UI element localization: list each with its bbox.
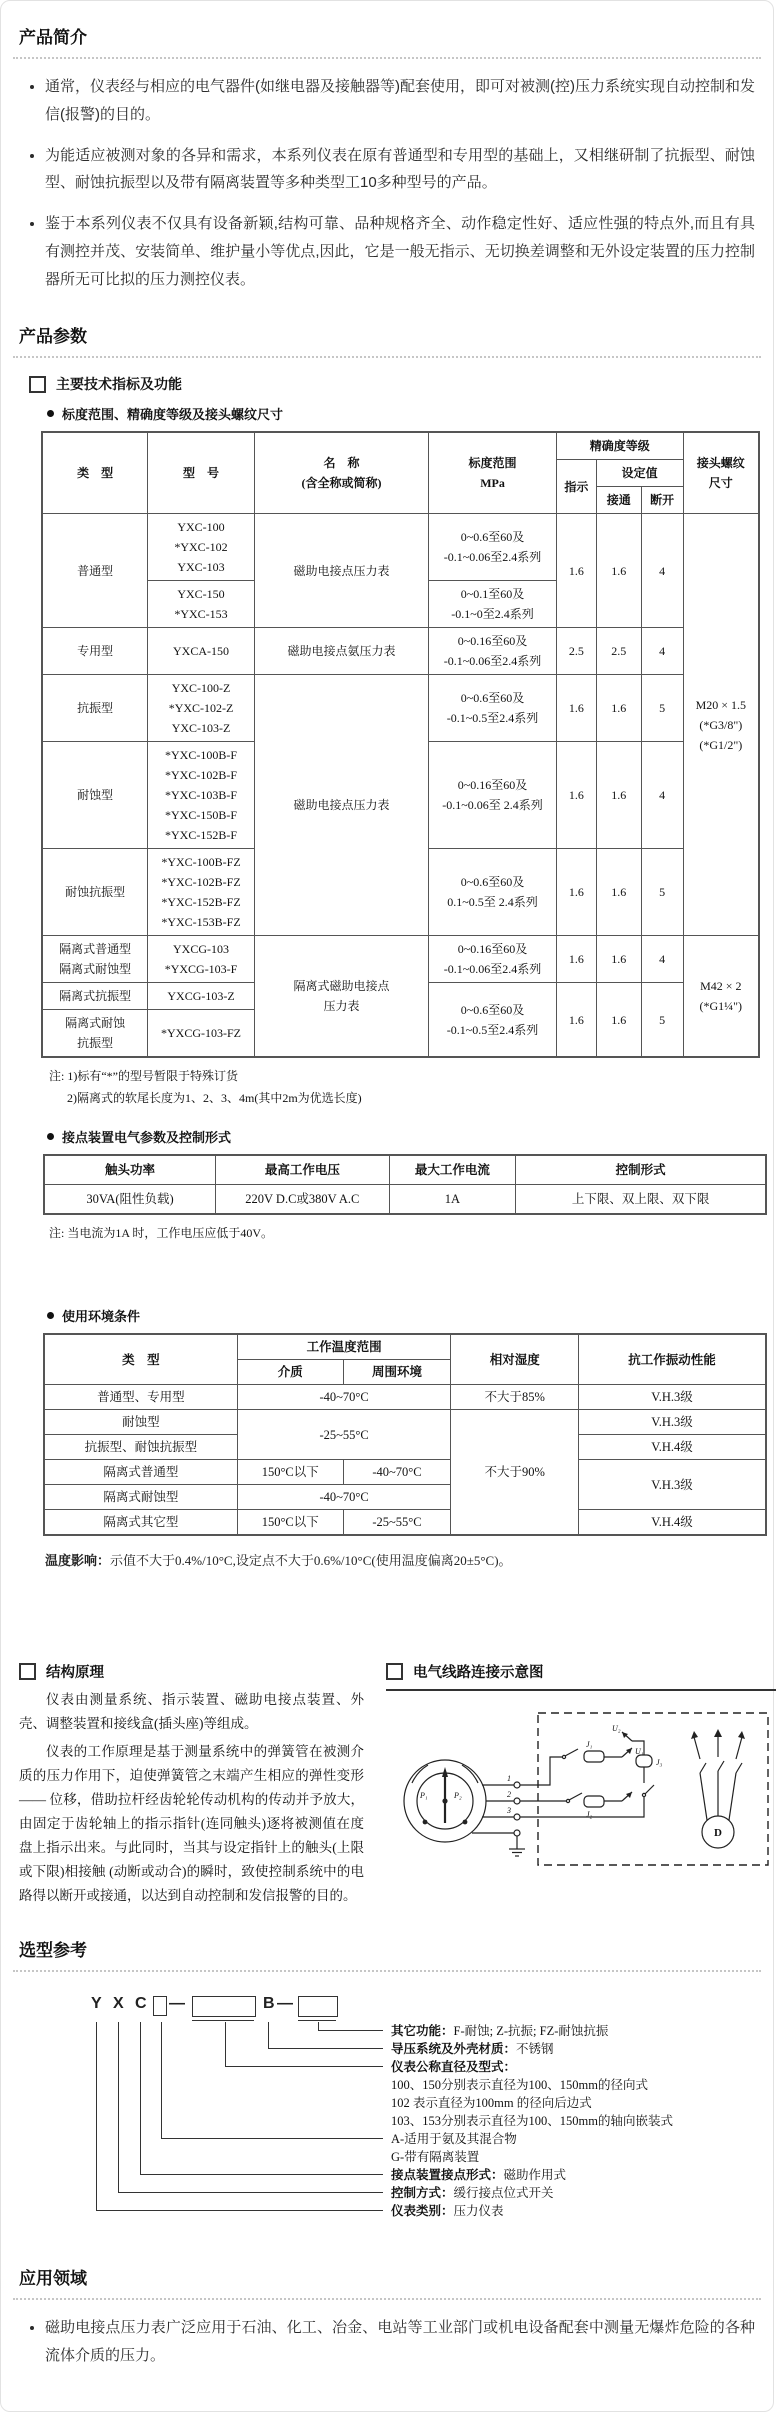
table-header-cell: 触头功率 <box>44 1155 216 1185</box>
table-cell: -40~70°C <box>343 1460 451 1485</box>
table-cell: 1.6 <box>596 514 641 628</box>
selection-label-value: 100、150分别表示直径为100、150mm的径向式 <box>391 2078 648 2093</box>
table-cell: 5 <box>641 675 683 742</box>
code-char-b: B <box>263 1995 275 2013</box>
table-header-cell: 相对湿度 <box>451 1334 579 1385</box>
table-cell: 1.6 <box>596 742 641 849</box>
table-header-cell: 最高工作电压 <box>216 1155 390 1185</box>
connector-line <box>268 2048 383 2049</box>
terminal-3-label: 3 <box>507 1806 511 1816</box>
code-char-c: C <box>135 1995 147 2013</box>
table-cell: 隔离式抗振型 <box>42 983 148 1010</box>
table-cell: 不大于90% <box>451 1410 579 1536</box>
env-caption <box>47 1306 755 1325</box>
table-cell: 磁助电接点压力表 <box>254 675 428 936</box>
table-cell: V.H.4级 <box>579 1510 766 1536</box>
supply-u2-label: U₂ <box>612 1724 621 1734</box>
table-cell: 1.6 <box>596 983 641 1058</box>
table-row <box>44 1155 766 1185</box>
connector-line <box>161 2138 383 2139</box>
table-cell: 1.6 <box>556 849 596 936</box>
table-cell: V.H.4级 <box>579 1435 766 1460</box>
table-cell: 0~0.6至60及 0.1~0.5至 2.4系列 <box>429 849 557 936</box>
intro-bullet: • 通常，仪表经与相应的电气器件(如继电器及接触器等)配套使用，即可对被测(控)压力系统实现自动控制和发信(报警)的目的。 <box>45 73 755 129</box>
table-cell: 1.6 <box>556 742 596 849</box>
selection-label <box>391 2021 608 2039</box>
table-cell: 抗振型 <box>42 675 148 742</box>
table-header-cell: 型 号 <box>148 432 255 514</box>
dot-bullet-icon <box>47 410 54 417</box>
table-cell: YXCG-103-Z <box>148 983 255 1010</box>
table-cell: 4 <box>641 936 683 983</box>
table-header-cell: 接头螺纹 尺寸 <box>683 432 759 514</box>
table-cell: M42 × 2 (*G1¼") <box>683 936 759 1058</box>
structure-paragraph-1: 仪表由测量系统、指示装置、磁助电接点装置、外壳、调整装置和接线盒(插头座)等组成。 <box>19 1692 364 1732</box>
selection-label-key: 其它功能： <box>391 2024 454 2039</box>
table-cell: 5 <box>641 849 683 936</box>
square-bullet-icon <box>19 1663 36 1680</box>
selection-label <box>391 2039 554 2057</box>
table-cell: -40~70°C <box>237 1385 451 1410</box>
table-header-cell: 接通 <box>596 487 641 514</box>
spec-note-1: 注: 1)标有“*”的型号暂限于特殊订货 <box>49 1069 238 1084</box>
table-cell: 隔离式普通型 <box>44 1460 237 1485</box>
table-row <box>44 1460 766 1485</box>
table-header-cell: 精确度等级 <box>556 432 683 460</box>
selection-label-value: 压力仪表 <box>453 2204 504 2219</box>
table-cell: 磁助电接点压力表 <box>254 514 428 628</box>
connector-line <box>140 2174 383 2175</box>
table-cell: 1.6 <box>556 983 596 1058</box>
table-header-cell: 标度范围 MPa <box>429 432 557 514</box>
table-cell: 不大于85% <box>451 1385 579 1410</box>
table-row <box>42 675 759 742</box>
connector-line <box>96 2022 97 2210</box>
table-header-cell: 类 型 <box>44 1334 237 1385</box>
table-cell: V.H.3级 <box>579 1410 766 1435</box>
structure-circuit-row <box>19 1661 755 1908</box>
table-header-cell: 设定值 <box>596 460 683 487</box>
structure-heading <box>19 1661 364 1682</box>
table-cell: 隔离式耐蚀 抗振型 <box>42 1010 148 1058</box>
table-cell: M20 × 1.5 (*G3/8") (*G1/2") <box>683 514 759 936</box>
temperature-note-label: 温度影响： <box>45 1553 111 1569</box>
selection-label-value: 103、153分别表示直径为100、150mm的轴向嵌装式 <box>391 2114 673 2129</box>
table-header-cell: 名 称 (含全称或简称) <box>254 432 428 514</box>
table-cell: 1A <box>389 1185 516 1215</box>
table-cell: 150°C以下 <box>237 1510 343 1536</box>
connector-line <box>118 2192 383 2193</box>
table-cell: 隔离式普通型 隔离式耐蚀型 <box>42 936 148 983</box>
code-box-small-2 <box>298 1996 338 2017</box>
spec-caption <box>47 404 755 423</box>
table-cell: -40~70°C <box>237 1485 451 1510</box>
connector-line <box>318 2022 319 2030</box>
table-row <box>44 1410 766 1435</box>
table-cell: *YXC-100B-FZ *YXC-102B-FZ *YXC-152B-FZ *YXC-153B-FZ <box>148 849 255 936</box>
table-header-cell: 工作温度范围 <box>237 1334 451 1360</box>
section-divider <box>13 356 761 358</box>
table-header-cell: 指示 <box>556 460 596 514</box>
selection-label-value: A-适用于氨及其混合物 <box>391 2132 517 2147</box>
table-cell: 0~0.16至60及 -0.1~0.06至2.4系列 <box>429 936 557 983</box>
circuit-title: 电气线路连接示意图 <box>413 1665 544 1682</box>
tech-caption-label: 主要技术指标及功能 <box>56 376 182 393</box>
spec-table <box>41 431 760 1058</box>
selection-label-value: 磁助作用式 <box>503 2168 567 2183</box>
table-cell: 1.6 <box>596 675 641 742</box>
code-char-x: X <box>113 1995 124 2013</box>
section-title-application: 应用领域 <box>19 2269 87 2289</box>
table-cell: 耐蚀抗振型 <box>42 849 148 936</box>
selection-label-value: 缓行接点位式开关 <box>453 2186 554 2201</box>
connector-line <box>318 2030 383 2031</box>
table-cell: 150°C以下 <box>237 1460 343 1485</box>
connector-line <box>161 2022 162 2138</box>
table-cell: 0~0.16至60及 -0.1~0.06至2.4系列 <box>429 628 557 675</box>
table-row <box>44 1334 766 1360</box>
model-selection-diagram <box>47 1990 755 2238</box>
connector-line <box>225 2066 383 2067</box>
table-cell: 4 <box>641 742 683 849</box>
table-cell: 1.6 <box>556 936 596 983</box>
tech-caption <box>29 374 755 394</box>
table-cell: 4 <box>641 514 683 628</box>
table-header-cell: 控制形式 <box>516 1155 766 1185</box>
section-divider <box>13 2298 761 2300</box>
table-cell: V.H.3级 <box>579 1385 766 1410</box>
table-cell: -25~55°C <box>343 1510 451 1536</box>
connector-line <box>118 2022 119 2192</box>
table-cell: 0~0.6至60及 -0.1~0.5至2.4系列 <box>429 983 557 1058</box>
table-row <box>42 432 759 460</box>
dot-bullet-icon <box>47 1133 54 1140</box>
spec-caption-label: 标度范围、精确度等级及接头螺纹尺寸 <box>62 407 284 423</box>
relay-j3-label: J₃ <box>656 1758 663 1768</box>
table-cell: YXC-100 *YXC-102 YXC-103 <box>148 514 255 581</box>
table-header-cell: 抗工作振动性能 <box>579 1334 766 1385</box>
selection-label-value: 102 表示直径为100mm 的径向后边式 <box>391 2096 592 2111</box>
selection-label-value: G-带有隔离装置 <box>391 2150 480 2165</box>
dot-bullet-icon <box>47 1312 54 1319</box>
table-header-cell: 最大工作电流 <box>389 1155 516 1185</box>
table-cell: 0~0.6至60及 -0.1~0.5至2.4系列 <box>429 675 557 742</box>
table-cell: YXC-100-Z *YXC-102-Z YXC-103-Z <box>148 675 255 742</box>
table-header-cell: 断开 <box>641 487 683 514</box>
circuit-column <box>386 1661 776 1877</box>
selection-label <box>391 2093 592 2111</box>
selection-label-key: 仪表类别： <box>391 2204 454 2219</box>
circuit-diagram <box>388 1701 776 1877</box>
table-row <box>44 1185 766 1215</box>
table-cell: 隔离式磁助电接点 压力表 <box>254 936 428 1058</box>
selection-label-key: 控制方式： <box>391 2186 454 2201</box>
table-cell: 0~0.16至60及 -0.1~0.06至 2.4系列 <box>429 742 557 849</box>
table-cell: 220V D.C或380V A.C <box>216 1185 390 1215</box>
code-box-underline <box>298 2020 336 2021</box>
code-char-y: Y <box>91 1995 102 2013</box>
gauge-pointer-p2-label: P₂ <box>454 1791 462 1801</box>
table-row <box>42 628 759 675</box>
table-cell: YXCG-103 *YXCG-103-F <box>148 936 255 983</box>
selection-label <box>391 2129 517 2147</box>
table-cell: *YXCG-103-FZ <box>148 1010 255 1058</box>
terminal-2-label: 2 <box>507 1790 511 1800</box>
table-cell: 普通型、专用型 <box>44 1385 237 1410</box>
table-cell: 5 <box>641 983 683 1058</box>
section-title-intro: 产品简介 <box>19 28 87 47</box>
temperature-note <box>45 1550 755 1569</box>
table-cell: 2.5 <box>556 628 596 675</box>
table-cell: 2.5 <box>596 628 641 675</box>
table-cell: 1.6 <box>556 514 596 628</box>
table-cell: -25~55°C <box>237 1410 451 1460</box>
intro-bullet: • 为能适应被测对象的各异和需求，本系列仪表在原有普通型和专用型的基础上，又相继研制了抗振型、耐蚀型、耐蚀抗振型以及带有隔离装置等多种类型工10多种型号的产品。 <box>45 142 755 198</box>
temperature-note-text: 示值不大于0.4%/10°C,设定点不大于0.6%/10°C(使用温度偏离20±5°C)。 <box>110 1553 512 1569</box>
selection-label <box>391 2183 554 2201</box>
code-box-small-1 <box>153 1996 167 2016</box>
code-dash-2: — <box>277 1995 293 2013</box>
circuit-heading <box>386 1661 776 1691</box>
table-cell: 隔离式耐蚀型 <box>44 1485 237 1510</box>
application-bullet: • 磁助电接点压力表广泛应用于石油、化工、冶金、电站等工业部门或机电设备配套中测量无爆炸危险的各种流体介质的压力。 <box>45 2314 755 2370</box>
table-cell: 磁助电接点氨压力表 <box>254 628 428 675</box>
section-title-selection: 选型参考 <box>19 1941 87 1961</box>
code-box-large <box>192 1996 256 2017</box>
table-row <box>44 1510 766 1536</box>
table-cell: V.H.3级 <box>579 1460 766 1510</box>
application-bullet-list <box>19 2314 755 2370</box>
table-row <box>42 936 759 983</box>
table-cell: YXC-150 *YXC-153 <box>148 581 255 628</box>
selection-label-key: 导压系统及外壳材质： <box>391 2042 517 2057</box>
table-cell: 1.6 <box>596 849 641 936</box>
electric-note: 注: 当电流为1A 时，工作电压应低于40V。 <box>49 1226 274 1241</box>
terminal-1-label: 1 <box>507 1774 511 1784</box>
selection-label <box>391 2201 504 2219</box>
selection-label <box>391 2147 479 2165</box>
connector-line <box>225 2022 226 2066</box>
square-bullet-icon <box>386 1663 403 1680</box>
selection-label <box>391 2111 673 2129</box>
table-row <box>42 514 759 581</box>
section-divider <box>13 57 761 59</box>
table-cell: 专用型 <box>42 628 148 675</box>
electric-caption <box>47 1127 755 1146</box>
gauge-pointer-p1-label: P₁ <box>420 1791 428 1801</box>
table-cell: 0~0.6至60及 -0.1~0.06至2.4系列 <box>429 514 557 581</box>
selection-label-key: 仪表公称直径及型式： <box>391 2060 517 2075</box>
table-cell: 耐蚀型 <box>42 742 148 849</box>
selection-label-key: 接点装置接点形式： <box>391 2168 504 2183</box>
connector-line <box>96 2210 383 2211</box>
section-divider <box>13 1970 761 1972</box>
env-table <box>43 1333 767 1536</box>
connector-line <box>140 2022 141 2174</box>
table-row <box>44 1385 766 1410</box>
table-cell: 0~0.1至60及 -0.1~0至2.4系列 <box>429 581 557 628</box>
table-cell: *YXC-100B-F *YXC-102B-F *YXC-103B-F *YXC-150B-F *YXC-152B-F <box>148 742 255 849</box>
structure-column <box>19 1661 364 1908</box>
table-header-cell: 周围环境 <box>343 1360 451 1385</box>
motor-d-label: D <box>714 1827 722 1840</box>
structure-paragraph-2: 仪表的工作原理是基于测量系统中的弹簧管在被测介质的压力作用下，迫使弹簧管之末端产生相应的弹性变形 —— 位移，借助拉杆经齿轮轮传动机构的传动并予放大，由固定于齿轮轴上的指示指针(连同触头)逐将被测值在度盘上指示出来。与此同时，当其与设定指针上的触头(上限或下限)相接触 (动断或动合)的瞬时，致使控制系统中的电路得以断开或接通，以达到自动控制和发信报警的目的。 <box>19 1744 364 1904</box>
intro-bullet-list <box>19 73 755 293</box>
selection-label <box>391 2075 648 2093</box>
selection-label-value: F-耐蚀; Z-抗振; FZ-耐蚀抗振 <box>453 2024 609 2039</box>
table-cell: YXCA-150 <box>148 628 255 675</box>
table-header-cell: 介质 <box>237 1360 343 1385</box>
table-cell: 普通型 <box>42 514 148 628</box>
table-cell: 抗振型、耐蚀抗振型 <box>44 1435 237 1460</box>
intro-bullet: • 鉴于本系列仪表不仅具有设备新颖,结构可靠、品种规格齐全、动作稳定性好、适应性强的特点外,而且有具有测控并茂、安装简单、维护量小等优点,因此，它是一般无指示、无切换差调整和无外设定装置的压力控制器所无可比拟的压力测控仪表。 <box>45 210 755 293</box>
connector-line <box>268 2022 269 2048</box>
relay-j1-label: J₁ <box>586 1740 593 1750</box>
table-cell: 耐蚀型 <box>44 1410 237 1435</box>
electric-table <box>43 1154 767 1215</box>
section-title-params: 产品参数 <box>19 327 87 347</box>
table-cell: 4 <box>641 628 683 675</box>
structure-title: 结构原理 <box>46 1665 104 1682</box>
code-box-underline <box>192 2020 254 2021</box>
table-cell: 上下限、双上限、双下限 <box>516 1185 766 1215</box>
table-cell: 1.6 <box>596 936 641 983</box>
table-cell: 隔离式其它型 <box>44 1510 237 1536</box>
selection-label-value: 不锈钢 <box>516 2042 554 2057</box>
relay-j2-label: J₂ <box>586 1810 593 1820</box>
supply-u1-label: U₁ <box>635 1747 644 1757</box>
spec-note-2: 2)隔离式的软尾长度为1、2、3、4m(其中2m为优选长度) <box>67 1091 362 1106</box>
table-header-cell: 类 型 <box>42 432 148 514</box>
code-dash-1: — <box>169 1995 185 2013</box>
table-cell: 1.6 <box>556 675 596 742</box>
square-bullet-icon <box>29 376 46 393</box>
env-caption-label: 使用环境条件 <box>62 1309 141 1325</box>
selection-label <box>391 2057 516 2075</box>
table-cell: 30VA(阻性负载) <box>44 1185 216 1215</box>
electric-caption-label: 接点装置电气参数及控制形式 <box>62 1130 232 1146</box>
